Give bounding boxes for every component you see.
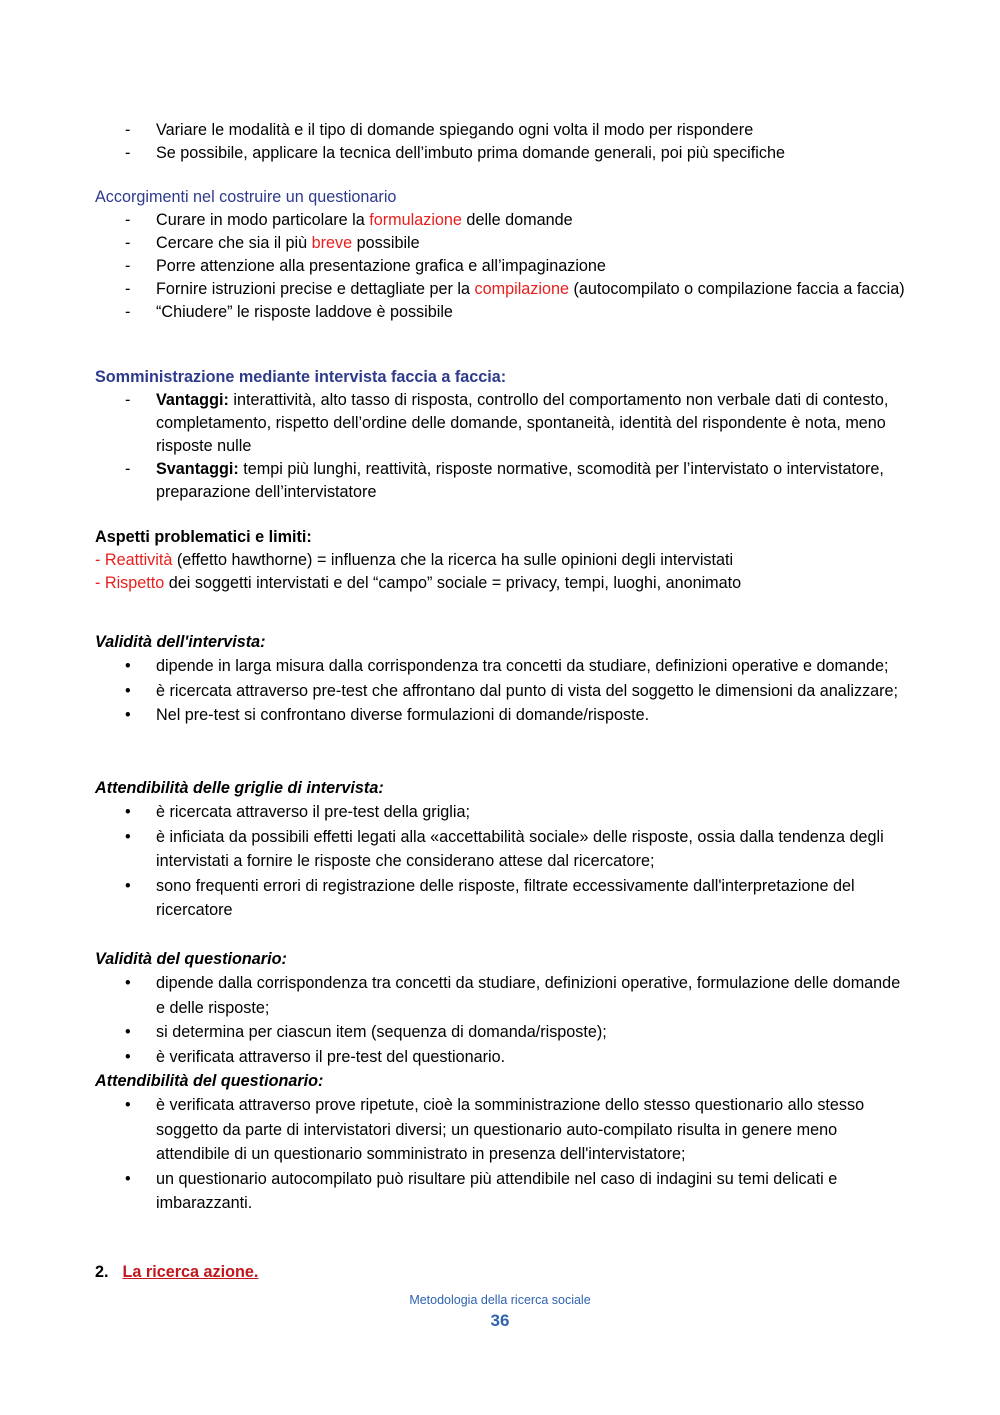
- accorgimenti-list: [95, 209, 905, 324]
- highlight-text: compilazione: [474, 280, 569, 298]
- section-heading: Attendibilità del questionario:: [95, 1072, 324, 1090]
- list-item: • un questionario autocompilato può risultare più attendibile nel caso di indagini su temi delicati e imbarazzanti.: [95, 1167, 905, 1216]
- bullet-marker: •: [125, 827, 131, 846]
- aspetti-section: [95, 526, 905, 595]
- intro-list: [95, 119, 905, 165]
- list-item: • è verificata attraverso il pre-test del questionario.: [95, 1045, 905, 1070]
- highlight-text: Rispetto: [104, 574, 165, 592]
- attendibilita-questionario-list: [95, 1093, 905, 1216]
- section-heading: Aspetti problematici e limiti:: [95, 528, 312, 546]
- list-item: - Vantaggi: interattività, alto tasso di risposta, controllo del comportamento non verbale dati di contesto, completamento, rispetto dell’ordine delle domande, spontaneità, identità del rispondente è nota, meno risposte nulle: [125, 391, 889, 455]
- bullet-marker: •: [125, 1169, 131, 1188]
- validita-questionario-list: [95, 971, 905, 1069]
- section-heading: Accorgimenti nel costruire un questionario: [95, 188, 397, 206]
- bullet-marker: •: [125, 1096, 131, 1114]
- bullet-marker: •: [125, 876, 131, 895]
- list-item: • è ricercata attraverso il pre-test della griglia;: [95, 800, 905, 825]
- dash-marker: -: [125, 257, 131, 275]
- dash-marker: -: [125, 211, 131, 229]
- list-item: • si determina per ciascun item (sequenza di domanda/risposte);: [95, 1020, 905, 1045]
- list-item: - “Chiudere” le risposte laddove è possibile: [95, 301, 905, 324]
- highlight-text: Reattività: [104, 551, 173, 569]
- dash-marker: -: [125, 391, 131, 409]
- validita-intervista-list: [95, 654, 905, 728]
- list-item: • dipende in larga misura dalla corrispondenza tra concetti da studiare, definizioni operative e domande;: [95, 654, 905, 679]
- validita-intervista-section: [95, 631, 905, 728]
- bullet-marker: •: [125, 1047, 131, 1066]
- aspetti-line: - Rispetto dei soggetti intervistati e del “campo” sociale = privacy, tempi, luoghi, anonimato: [95, 574, 742, 592]
- list-item: - Cercare che sia il più breve possibile: [95, 232, 905, 255]
- section-heading: Validità del questionario:: [95, 950, 287, 968]
- list-item: • dipende dalla corrispondenza tra concetti da studiare, definizioni operative, formulazione delle domande e delle risposte;: [95, 971, 905, 1020]
- section-number: 2.: [95, 1263, 109, 1281]
- attendibilita-griglie-section: [95, 777, 905, 923]
- somministrazione-list: [95, 389, 905, 504]
- section-heading: Validità dell'intervista:: [95, 633, 266, 651]
- attendibilita-questionario-section: [95, 1070, 905, 1216]
- dash-marker: -: [125, 234, 131, 252]
- list-item: • è inficiata da possibili effetti legati alla «accettabilità sociale» delle risposte, ossia dalla tendenza degli intervistati a fornire le risposte che considerano attese dal ricercatore;: [95, 825, 905, 874]
- list-item: - Svantaggi: tempi più lunghi, reattività, risposte normative, scomodità per l’intervistato o intervistatore, preparazione dell’intervistatore: [125, 460, 884, 501]
- list-item: - Curare in modo particolare la formulazione delle domande: [95, 209, 905, 232]
- bullet-marker: •: [125, 657, 131, 675]
- bullet-marker: •: [125, 1023, 131, 1041]
- intro-list-block: [95, 119, 905, 165]
- list-item: • Nel pre-test si confrontano diverse formulazioni di domande/risposte.: [95, 703, 905, 728]
- list-item: • è verificata attraverso prove ripetute, cioè la somministrazione dello stesso questionario allo stesso soggetto da parte di intervistatori diversi; un questionario auto-compilato risulta in genere meno attendibile di un questionario somministrato in presenza dell'intervistatore;: [95, 1093, 905, 1167]
- list-item: - Fornire istruzioni precise e dettagliate per la compilazione (autocompilato o compilazione faccia a faccia): [95, 278, 905, 301]
- bullet-marker: •: [125, 803, 131, 821]
- section-title-link[interactable]: La ricerca azione.: [122, 1263, 259, 1281]
- bullet-marker: •: [125, 681, 131, 700]
- list-item: - Variare le modalità e il tipo di domande spiegando ogni volta il modo per rispondere: [95, 119, 905, 142]
- dash-marker: -: [125, 280, 131, 298]
- page-number: 36: [490, 1311, 510, 1330]
- aspetti-line: - Reattività (effetto hawthorne) = influenza che la ricerca ha sulle opinioni degli intervistati: [95, 551, 734, 569]
- highlight-text: formulazione: [369, 211, 462, 229]
- bullet-marker: •: [125, 706, 131, 724]
- list-item: • sono frequenti errori di registrazione delle risposte, filtrate eccessivamente dall'interpretazione del ricercatore: [95, 874, 905, 923]
- dash-marker: -: [125, 144, 131, 162]
- validita-questionario-section: [95, 948, 905, 1069]
- dash-marker: -: [125, 121, 131, 139]
- list-item: - Porre attenzione alla presentazione grafica e all’impaginazione: [95, 255, 905, 278]
- section-heading: Somministrazione mediante intervista faccia a faccia:: [95, 368, 507, 386]
- footer-title: Metodologia della ricerca sociale: [409, 1293, 591, 1307]
- dash-marker: -: [125, 303, 131, 321]
- accorgimenti-section: [95, 186, 905, 324]
- bullet-marker: •: [125, 974, 131, 992]
- somministrazione-section: [95, 366, 905, 504]
- highlight-text: breve: [311, 234, 353, 252]
- attendibilita-griglie-list: [95, 800, 905, 923]
- list-item: - Se possibile, applicare la tecnica dell’imbuto prima domande generali, poi più specifiche: [95, 142, 905, 165]
- dash-marker: -: [125, 460, 131, 478]
- section-2-heading: [95, 1261, 905, 1284]
- list-item: • è ricercata attraverso pre-test che affrontano dal punto di vista del soggetto le dimensioni da analizzare;: [95, 679, 905, 704]
- section-heading: Attendibilità delle griglie di intervista:: [95, 779, 384, 797]
